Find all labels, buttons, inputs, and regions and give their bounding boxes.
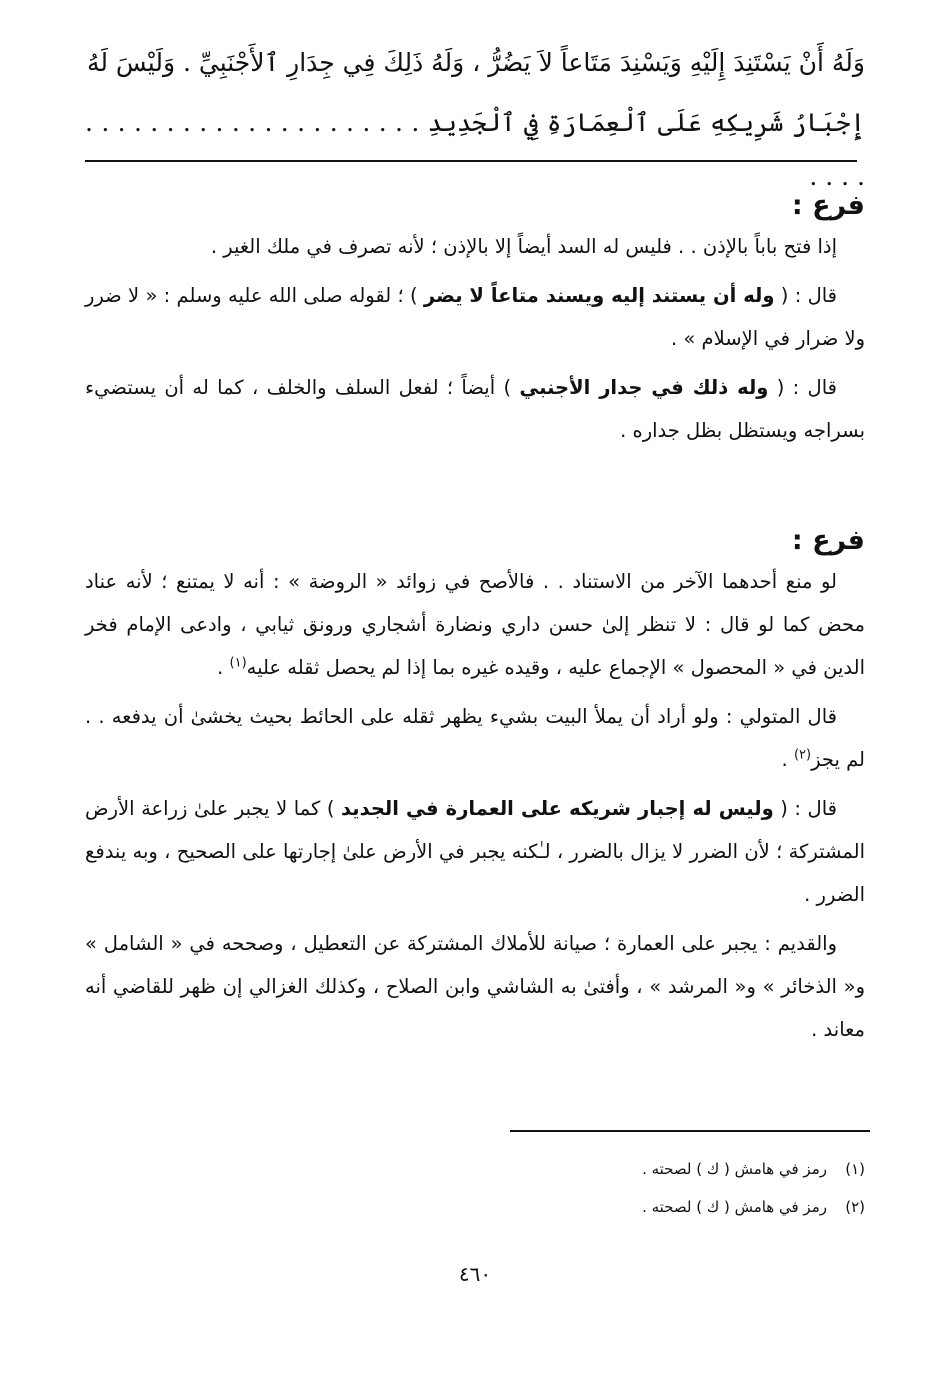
footnote-text: رمز في هامش ( ك ) لصحته .	[642, 1198, 827, 1216]
far-heading-1: فرع :	[791, 190, 865, 221]
footnote-item	[85, 1188, 865, 1226]
paragraph: إذا فتح باباً بالإذن . . فليس له السد أيضاً إلا بالإذن ؛ لأنه تصرف في ملك الغير .	[210, 235, 837, 258]
footnote-ref[interactable]: (١)	[229, 655, 247, 671]
paragraph	[85, 560, 865, 689]
paragraph-text: .	[781, 748, 794, 771]
paragraph	[85, 695, 865, 781]
far-heading-2: فرع :	[791, 525, 865, 556]
paragraph: والقديم : يجبر على العمارة ؛ صيانة للأملاك المشتركة عن التعطيل ، وصححه في « الشامل » و« الذخائر » و« المرشد » ، وأفتىٰ به الشاشي وابن الصلاح ، وكذلك الغزالي إن ظهر للقاضي أنه معاند .	[85, 932, 865, 1041]
footnote-number: (٢)	[845, 1198, 865, 1216]
paragraph-text: قال : (	[774, 284, 837, 307]
far-section-2	[85, 525, 865, 1057]
matn-line-2: إِجْبَارُ شَرِيكِهِ عَلَى ٱلْعِمَارَةِ فِي ٱلْجَدِيدِ . . . . . . . . . . . . . . . . . . . . . . . . .	[85, 108, 865, 191]
paragraph	[85, 366, 865, 452]
paragraph-text: قال : (	[773, 797, 837, 820]
paragraph	[85, 787, 865, 916]
matn-line-1: وَلَهُ أَنْ يَسْتَنِدَ إِلَيْهِ وَيَسْنِدَ مَتَاعاً لاَ يَضُرُّ ، وَلَهُ ذَلِكَ فِي جِدَارِ ٱلأَجْنَبِيِّ . وَلَيْسَ لَهُ	[86, 48, 865, 77]
quoted-matn: وله أن يستند إليه ويسند متاعاً لا يضر	[423, 284, 775, 307]
footnote-separator-rule	[510, 1130, 870, 1132]
quoted-matn: وله ذلك في جدار الأجنبي	[519, 376, 769, 399]
footnote-ref[interactable]: (٢)	[793, 747, 812, 763]
footnote-item	[85, 1150, 865, 1188]
paragraph-text: قال المتولي : ولو أراد أن يملأ البيت بشيء يظهر ثقله على الحائط بحيث يخشىٰ أن يدفعه . . لم يجز	[85, 705, 865, 771]
far-section-1	[85, 190, 865, 458]
footnote-text: رمز في هامش ( ك ) لصحته .	[642, 1160, 827, 1178]
footnote-number: (١)	[845, 1160, 865, 1178]
footnotes	[85, 1150, 865, 1226]
paragraph-text: قال : (	[768, 376, 837, 399]
paragraph-text: ) ؛ لقوله صلى الله عليه وسلم : « لا ضرر ولا ضرار في الإسلام » .	[85, 284, 865, 350]
paragraph-text: .	[217, 656, 230, 679]
matn-block	[85, 30, 865, 204]
paragraph	[85, 274, 865, 360]
paragraph-text: ) أيضاً ؛ لفعل السلف والخلف ، كما له أن يستضيء بسراجه ويستظل بظل جداره .	[85, 376, 865, 442]
quoted-matn: وليس له إجبار شريكه على العمارة في الجديد	[340, 797, 774, 820]
page-number: ٤٦٠	[458, 1262, 492, 1286]
paragraph-text: لو منع أحدهما الآخر من الاستناد . . فالأصح في زوائد « الروضة » : أنه لا يمتنع ؛ لأنه عناد محض كما لو قال : لا تنظر إلىٰ حسن داري ونضارة أشجاري ورونق ثيابي ، وادعى الإمام فخر الدين في « المحصول » الإجماع عليه ، وقيده غيره بما إذا لم يحصل ثقله عليه	[85, 570, 865, 679]
paragraph-text: ) كما لا يجبر علىٰ زراعة الأرض المشتركة ؛ لأن الضرر لا يزال بالضرر ، لـٰكنه يجبر في الأرض علىٰ إجارتها على الصحيح ، وبه يندفع الضرر .	[85, 797, 865, 906]
matn-separator-rule	[85, 160, 857, 162]
